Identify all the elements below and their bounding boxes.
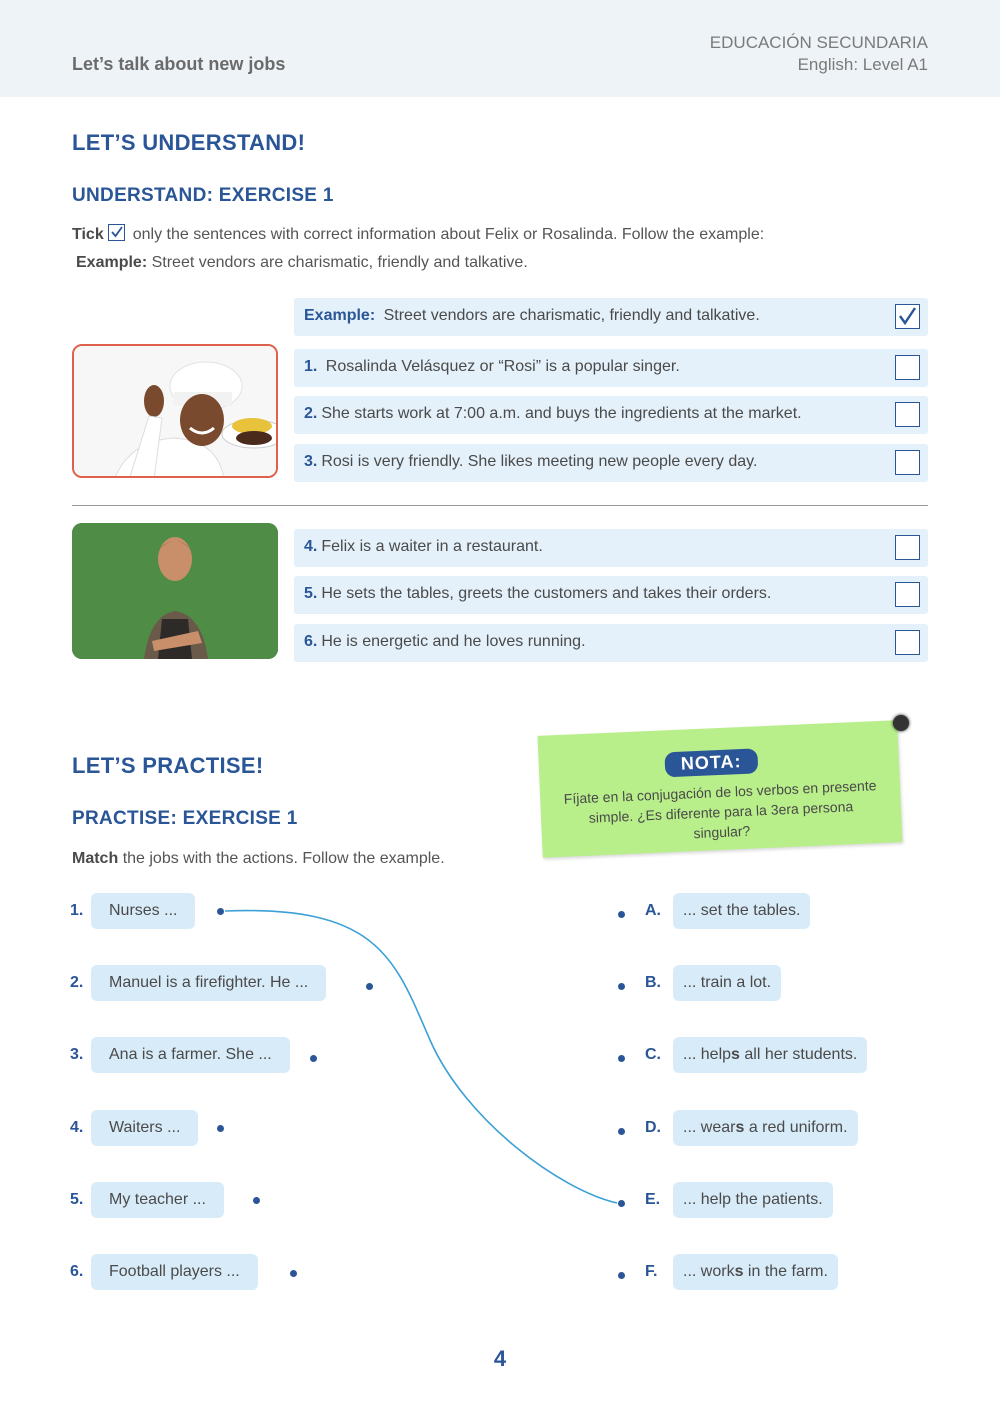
job-pill-5[interactable]: My teacher ... [91, 1182, 224, 1218]
course-level-line1: EDUCACIÓN SECUNDARIA [709, 33, 928, 52]
action-ending: s [731, 1046, 740, 1063]
instruction-example-text: Street vendors are charismatic, friendly and talkative. [151, 254, 528, 271]
row-number: 6. [304, 633, 318, 650]
action-ending: s [734, 1263, 744, 1280]
left-number-3: 3. [70, 1046, 84, 1063]
row-number: 3. [304, 453, 318, 470]
left-dot-5[interactable] [253, 1197, 260, 1204]
instruction-example-label: Example: [76, 254, 148, 271]
right-dot-d[interactable] [618, 1128, 625, 1135]
row-text: He sets the tables, greets the customers and takes their orders. [321, 585, 772, 602]
row-text: Felix is a waiter in a restaurant. [321, 538, 543, 555]
row-label: Example: [304, 307, 376, 324]
left-number-2: 2. [70, 974, 84, 991]
action-pill-a[interactable] [673, 893, 810, 929]
action-text: ... help [683, 1046, 732, 1063]
course-level-line2: English: Level A1 [797, 55, 928, 74]
instruction-tick-word: Tick [72, 226, 104, 243]
instruction-text: only the sentences with correct information about Felix or Rosalinda. Follow the example: [132, 226, 765, 243]
row-text: She starts work at 7:00 a.m. and buys the ingredients at the market. [321, 405, 802, 422]
unit-title: Let’s talk about new jobs [72, 54, 286, 74]
action-pill-b[interactable] [673, 965, 781, 1001]
understand-exercise-heading: UNDERSTAND: EXERCISE 1 [72, 185, 334, 206]
action-text: ... help the patients. [683, 1191, 823, 1208]
note-body: Fíjate en la conjugación de los verbos en presente simple. ¿Es diferente para la 3era persona singular? [563, 777, 877, 842]
row-number: 5. [304, 585, 318, 602]
practise-exercise-heading: PRACTISE: EXERCISE 1 [72, 808, 298, 829]
left-dot-1[interactable] [217, 908, 224, 915]
action-pill-d[interactable] [673, 1110, 858, 1146]
instruction-text: the jobs with the actions. Follow the example. [122, 850, 445, 867]
right-dot-a[interactable] [618, 911, 625, 918]
right-dot-e[interactable] [618, 1200, 625, 1207]
right-dot-f[interactable] [618, 1272, 625, 1279]
right-letter-e: E. [645, 1191, 661, 1208]
left-number-5: 5. [70, 1191, 84, 1208]
action-ending: s [735, 1119, 745, 1136]
row-number: 4. [304, 538, 318, 555]
right-letter-b: B. [645, 974, 661, 991]
action-text-rest: a red uniform. [744, 1119, 848, 1136]
right-letter-f: F. [645, 1263, 658, 1280]
left-dot-3[interactable] [310, 1055, 317, 1062]
understand-heading: LET’S UNDERSTAND! [72, 130, 306, 155]
action-text: ... set the tables. [683, 902, 801, 919]
job-pill-2[interactable]: Manuel is a firefighter. He ... [91, 965, 326, 1001]
left-number-1: 1. [70, 902, 84, 919]
action-text-rest: all her students. [739, 1046, 858, 1063]
action-pill-f[interactable] [673, 1254, 838, 1290]
note-title: NOTA: [664, 748, 758, 777]
row-number: 2. [304, 405, 318, 422]
left-number-4: 4. [70, 1119, 84, 1136]
row-text: Street vendors are charismatic, friendly and talkative. [383, 307, 760, 324]
action-text: ... work [683, 1263, 735, 1280]
action-text-rest: in the farm. [743, 1263, 828, 1280]
job-pill-3[interactable]: Ana is a farmer. She ... [91, 1037, 290, 1073]
action-text: ... wear [683, 1119, 736, 1136]
job-pill-4[interactable]: Waiters ... [91, 1110, 198, 1146]
left-dot-6[interactable] [290, 1270, 297, 1277]
instruction-match-word: Match [72, 850, 119, 867]
action-text: ... train a lot. [683, 974, 772, 991]
right-letter-a: A. [645, 902, 661, 919]
row-text: Rosalinda Velásquez or “Rosi” is a popular singer. [325, 358, 680, 375]
right-letter-c: C. [645, 1046, 661, 1063]
practise-heading: LET’S PRACTISE! [72, 753, 264, 778]
right-letter-d: D. [645, 1119, 661, 1136]
row-text: He is energetic and he loves running. [321, 633, 586, 650]
right-dot-c[interactable] [618, 1055, 625, 1062]
row-number: 1. [304, 358, 318, 375]
left-dot-4[interactable] [217, 1125, 224, 1132]
action-pill-c[interactable] [673, 1037, 867, 1073]
left-dot-2[interactable] [366, 983, 373, 990]
job-pill-6[interactable]: Football players ... [91, 1254, 258, 1290]
row-text: Rosi is very friendly. She likes meeting new people every day. [321, 453, 758, 470]
job-pill-1[interactable]: Nurses ... [91, 893, 195, 929]
page-number: 4 [493, 1346, 507, 1371]
right-dot-b[interactable] [618, 983, 625, 990]
action-pill-e[interactable] [673, 1182, 833, 1218]
left-number-6: 6. [70, 1263, 84, 1280]
